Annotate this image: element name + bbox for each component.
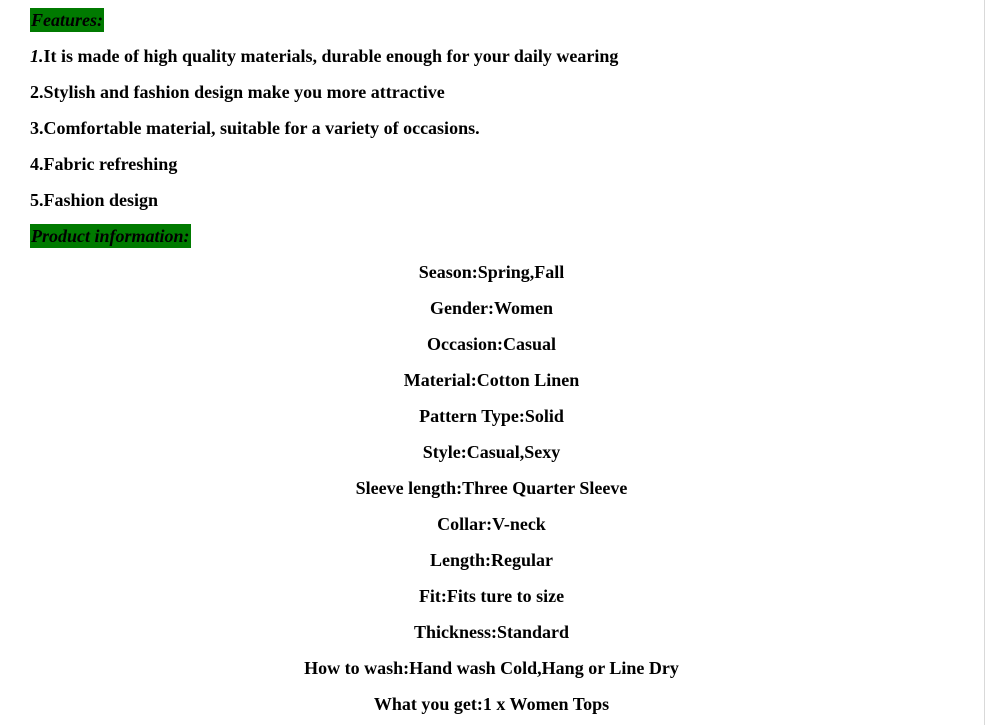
product-spec-sleeve-length: Sleeve length:Three Quarter Sleeve <box>355 478 628 498</box>
features-heading-label: Features: <box>31 10 103 30</box>
feature-item-text: It is made of high quality materials, durable enough for your daily wearing <box>43 46 619 66</box>
product-spec-what-you-get: What you get:1 x Women Tops <box>373 694 610 714</box>
product-information-heading-label: Product information: <box>31 226 190 246</box>
feature-item-text: 5.Fashion design <box>30 190 159 210</box>
feature-item <box>30 188 953 212</box>
product-spec-occasion: Occasion:Casual <box>426 334 556 354</box>
product-spec-thickness: Thickness:Standard <box>413 622 570 642</box>
product-spec-collar: Collar:V-neck <box>437 514 546 534</box>
feature-item-text: 4.Fabric refreshing <box>30 154 178 174</box>
product-spec-length: Length:Regular <box>430 550 553 570</box>
feature-item-number: 1. <box>30 46 44 66</box>
product-spec-gender: Gender:Women <box>430 298 553 318</box>
product-spec-fit: Fit:Fits ture to size <box>418 586 565 606</box>
product-spec-material: Material:Cotton Linen <box>403 370 580 390</box>
feature-item <box>30 44 953 68</box>
feature-item <box>30 116 953 140</box>
product-spec-pattern-type: Pattern Type:Solid <box>419 406 564 426</box>
product-spec-how-to-wash: How to wash:Hand wash Cold,Hang or Line Dry <box>304 658 679 678</box>
feature-item-text: 3.Comfortable material, suitable for a variety of occasions. <box>30 118 480 138</box>
feature-item <box>30 80 953 104</box>
product-information-heading <box>30 224 953 248</box>
features-heading <box>30 8 953 32</box>
product-spec-style: Style:Casual,Sexy <box>422 442 561 462</box>
product-spec-season: Season:Spring,Fall <box>418 262 565 282</box>
product-description <box>30 8 953 728</box>
feature-item <box>30 152 953 176</box>
feature-item-text: 2.Stylish and fashion design make you more attractive <box>30 82 445 102</box>
